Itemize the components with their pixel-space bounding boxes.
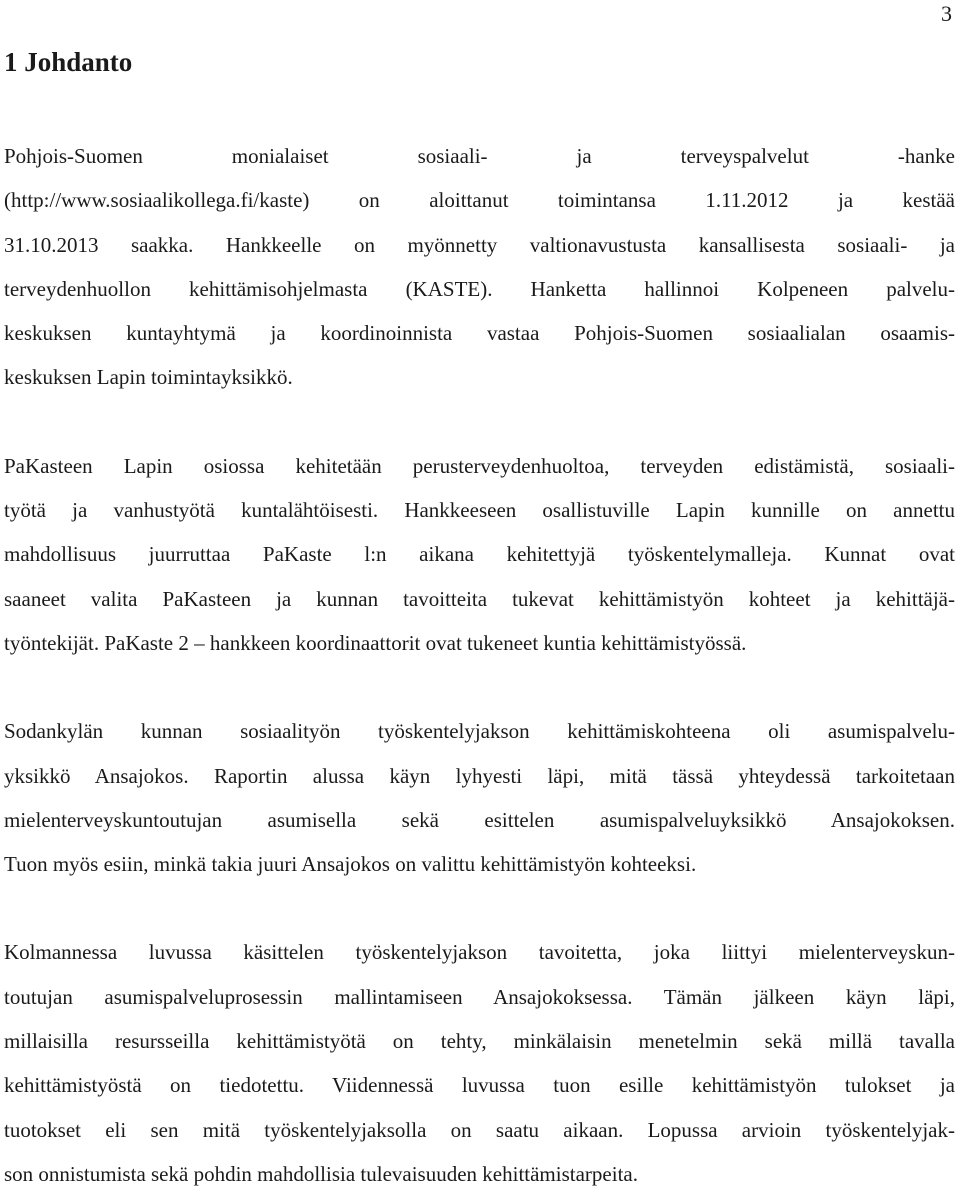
text-line: yksikkö Ansajokos. Raportin alussa käyn lyhyesti läpi, mitä tässä yhteydessä tarkoitetaan (4, 763, 955, 788)
text-line: mielenterveyskuntoutujan asumisella sekä esittelen asumispalveluyksikkö Ansajokoksen. (4, 807, 955, 832)
text-line: työtä ja vanhustyötä kuntalähtöisesti. Hankkeeseen osallistuville Lapin kunnille on annettu (4, 498, 955, 523)
text-line: 31.10.2013 saakka. Hankkeelle on myönnetty valtionavustusta kansallisesta sosiaali- ja (4, 232, 955, 257)
text-line: kehittämistyöstä on tiedotettu. Viidennessä luvussa tuon esille kehittämistyön tulokset ja (4, 1073, 955, 1098)
paragraph-sodankyla (4, 709, 955, 886)
paragraph-intro (4, 134, 955, 400)
text-line: keskuksen Lapin toimintayksikkö. (4, 365, 293, 390)
text-line: PaKasteen Lapin osiossa kehitetään perusterveydenhuoltoa, terveyden edistämistä, sosiaali- (4, 453, 955, 478)
text-line: keskuksen kuntayhtymä ja koordinoinnista vastaa Pohjois-Suomen sosiaalialan osaamis- (4, 321, 955, 346)
text-line: työntekijät. PaKaste 2 – hankkeen koordinaattorit ovat tukeneet kuntia kehittämistyössä. (4, 630, 747, 655)
paragraph-structure (4, 930, 955, 1196)
text-line: (http://www.sosiaalikollega.fi/kaste) on aloittanut toimintansa 1.11.2012 ja kestää (4, 188, 955, 213)
text-line: millaisilla resursseilla kehittämistyötä on tehty, minkälaisin menetelmin sekä millä tavalla (4, 1029, 955, 1054)
text-line: saaneet valita PaKasteen ja kunnan tavoitteita tukevat kehittämistyön kohteet ja kehittäjä- (4, 586, 955, 611)
paragraph-spacer (4, 400, 955, 444)
paragraph-lapin-osio (4, 444, 955, 665)
text-line: terveydenhuollon kehittämisohjelmasta (KASTE). Hanketta hallinnoi Kolpeneen palvelu- (4, 276, 955, 301)
text-line: Tuon myös esiin, minkä takia juuri Ansajokos on valittu kehittämistyön kohteeksi. (4, 852, 697, 877)
text-line: mahdollisuus juurruttaa PaKaste l:n aikana kehitettyjä työskentelymalleja. Kunnat ovat (4, 542, 955, 567)
chapter-heading: 1 Johdanto (4, 47, 133, 77)
page-number: 3 (941, 1, 952, 26)
text-line: Sodankylän kunnan sosiaalityön työskentelyjakson kehittämiskohteena oli asumispalvelu- (4, 719, 955, 744)
text-line: toutujan asumispalveluprosessin mallintamiseen Ansajokoksessa. Tämän jälkeen käyn läpi, (4, 984, 955, 1009)
paragraph-spacer (4, 886, 955, 930)
paragraph-spacer (4, 665, 955, 709)
document-body (4, 134, 955, 1196)
text-line: son onnistumista sekä pohdin mahdollisia tulevaisuuden kehittämistarpeita. (4, 1161, 638, 1186)
text-line: tuotokset eli sen mitä työskentelyjaksolla on saatu aikaan. Lopussa arvioin työskentelyjak- (4, 1117, 955, 1142)
text-line: Kolmannessa luvussa käsittelen työskentelyjakson tavoitetta, joka liittyi mielenterveyskun- (4, 940, 955, 965)
text-line: Pohjois-Suomen monialaiset sosiaali- ja terveyspalvelut -hanke (4, 144, 955, 168)
